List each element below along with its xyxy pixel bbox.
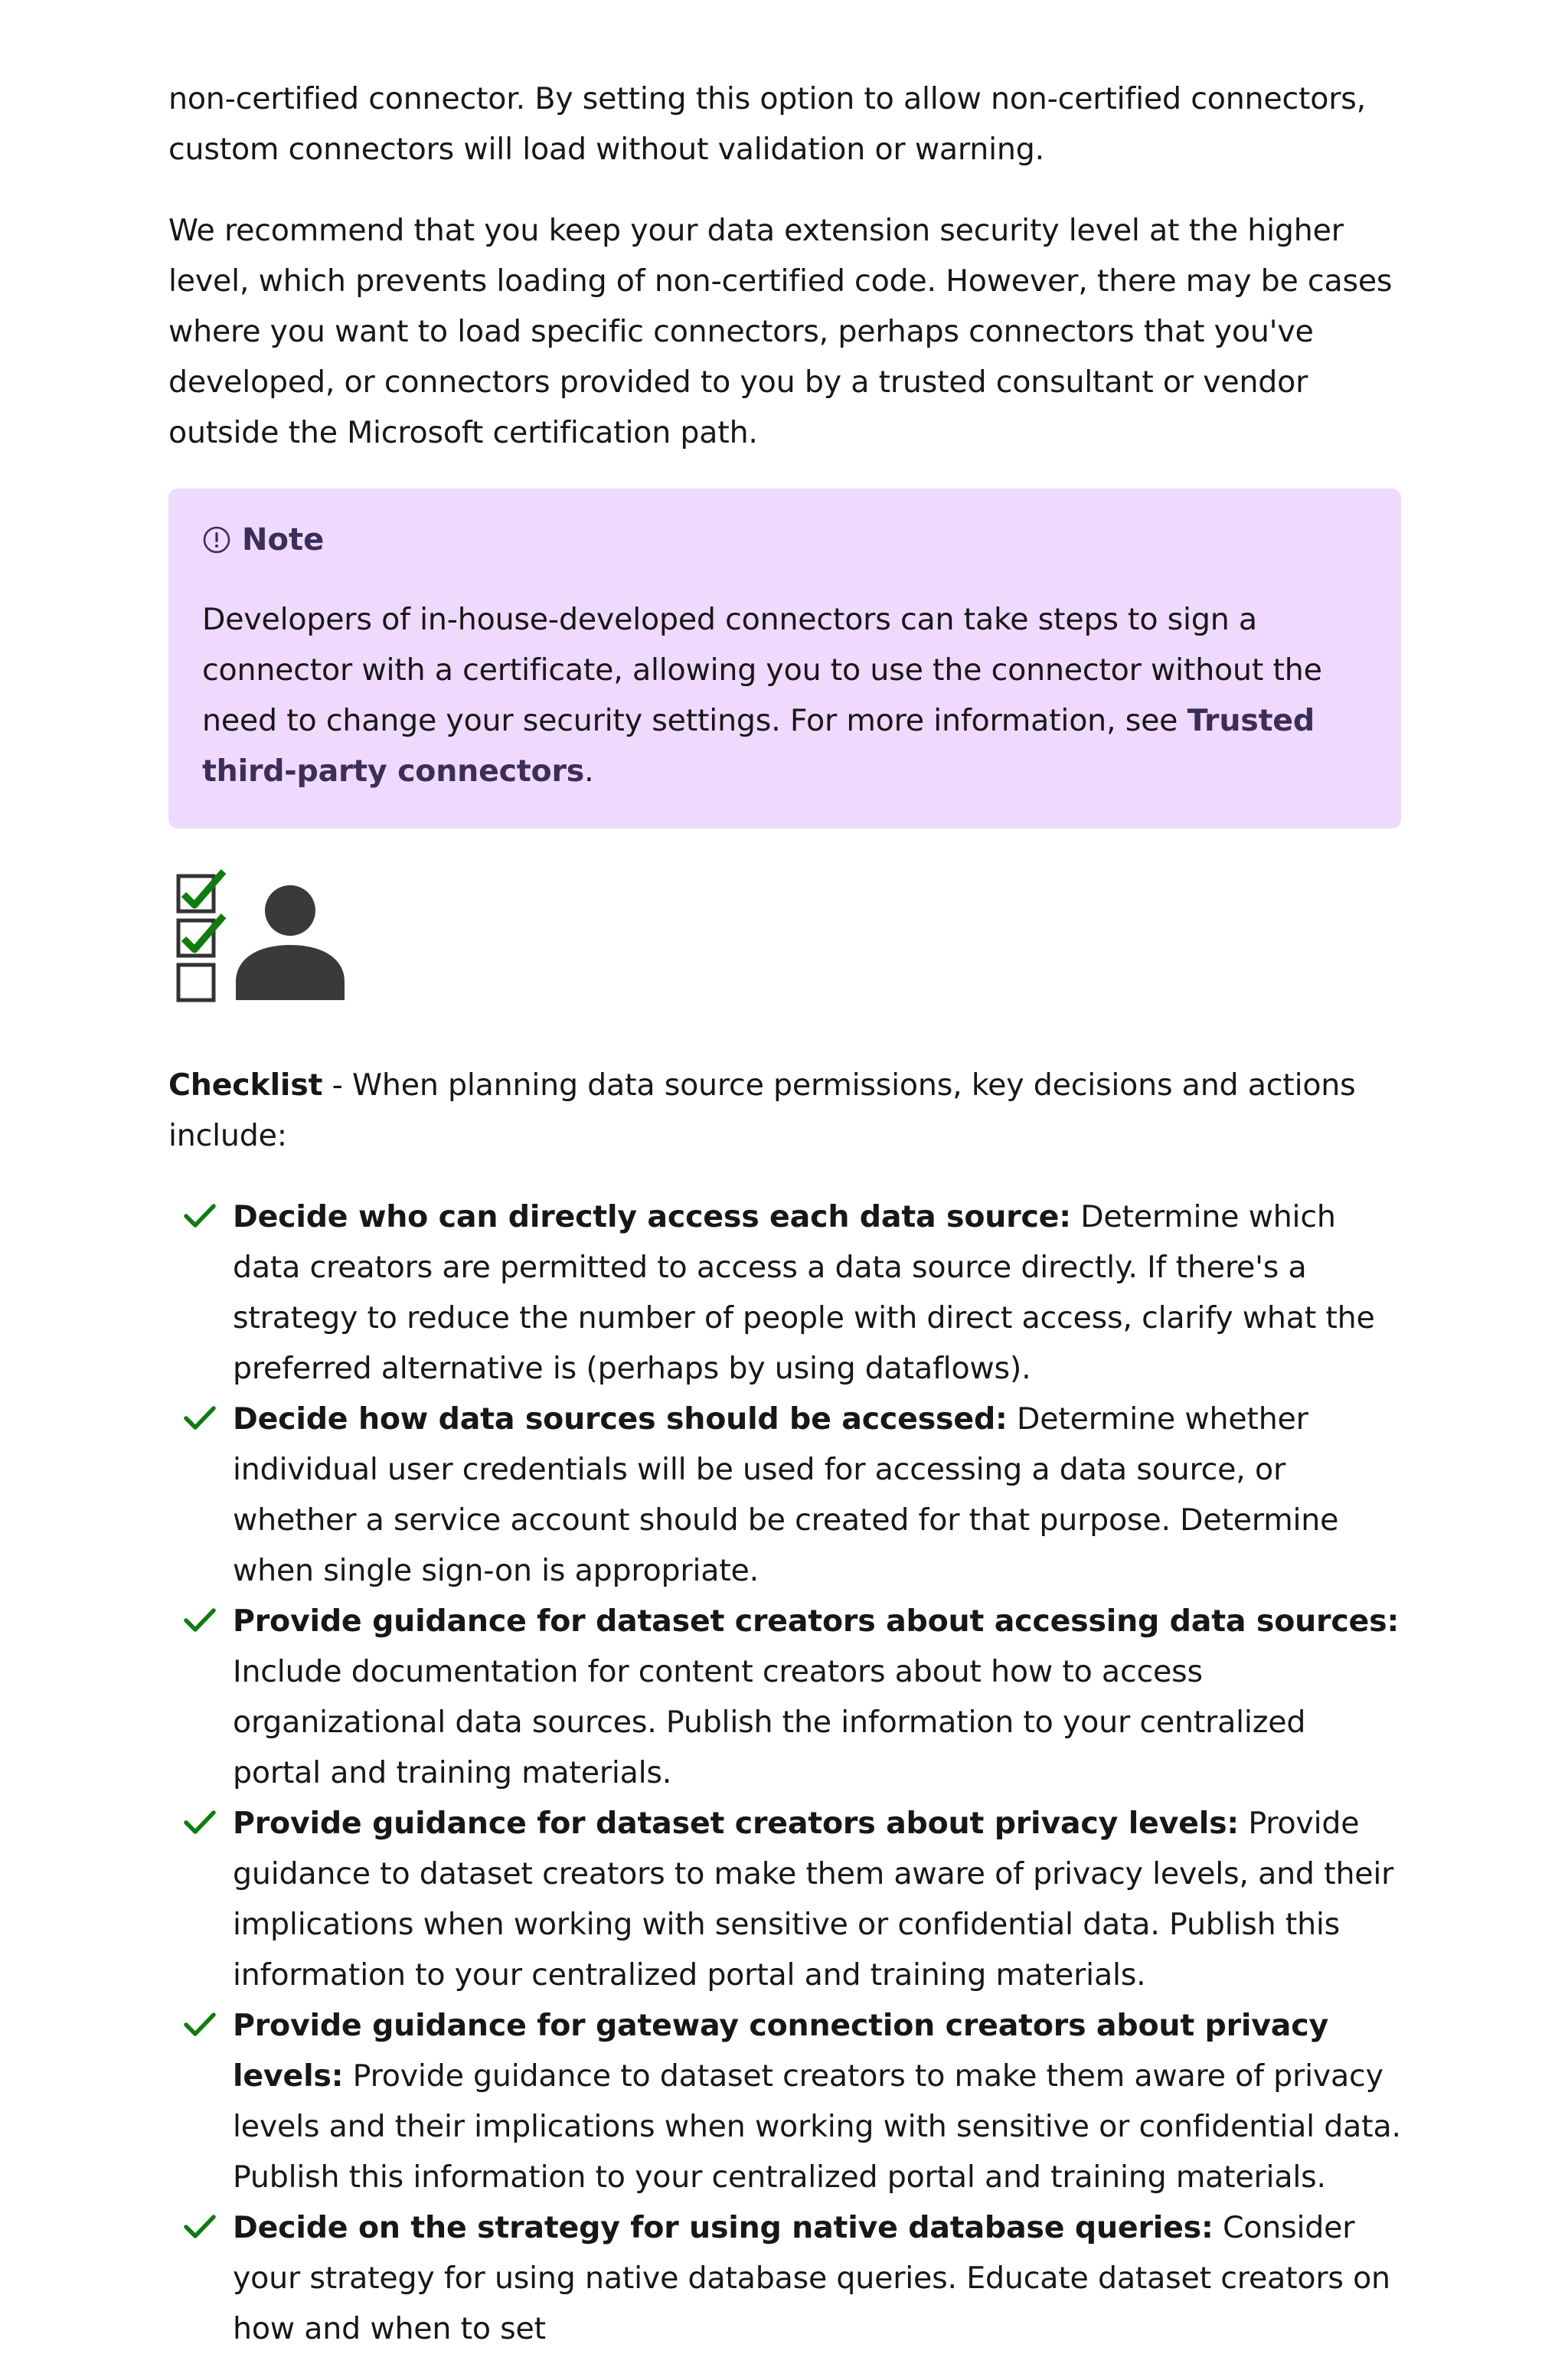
checkmark-icon [184,1404,216,1432]
checklist-item [168,1798,1401,2000]
checklist-item-title: Decide how data sources should be accessed: [233,1401,1008,1437]
note-text [202,594,1367,796]
note-body-text: Developers of in-house-developed connectors can take steps to sign a connector with a certificate, allowing you to use the connector without the need to change your security settings. For more information, see [202,602,1322,738]
checklist-item-text: Provide guidance to dataset creators to make them aware of privacy levels and their implications when working with sensitive or confidential data. Publish this information to your centralized portal and training materials. [233,2058,1401,2195]
checklist-item-text: Determine whether individual user credentials will be used for accessing a data source, or whether a service account should be created for that purpose. Determine when single sign-on is appropriate. [233,1401,1339,1588]
checklist-item-title: Provide guidance for dataset creators about accessing data sources: [233,1604,1400,1639]
checklist-item [168,1192,1401,1394]
checklist-item [168,2202,1401,2354]
paragraph: We recommend that you keep your data extension security level at the higher level, which prevents loading of non-certified code. However, there may be cases where you want to load specific connectors, perhaps connectors that you've developed, or connectors provided to you by a trusted consultant or vendor outside the Microsoft certification path. [168,213,1393,450]
checkmark-icon [184,1202,216,1230]
checklist-item-title: Provide guidance for dataset creators about privacy levels: [233,1806,1240,1841]
checkmark-icon [184,2213,216,2241]
note-callout [168,489,1401,829]
note-heading: Note [242,522,325,557]
trusted-connectors-link[interactable]: Trusted third-party connectors [202,703,1315,789]
checkmark-icon [184,2011,216,2038]
checklist-item-text: Consider your strategy for using native database queries. Educate dataset creators on how and when to set [233,2210,1390,2346]
note-body-end: . [584,754,594,789]
checklist-item-title: Decide on the strategy for using native database queries: [233,2210,1214,2245]
checklist-item-title: Provide guidance for gateway connection creators about privacy levels: [233,2008,1329,2094]
checklist-item [168,2000,1401,2202]
checklist-label: Checklist [168,1067,323,1103]
checklist-intro-text: - When planning data source permissions, key decisions and actions include: [168,1067,1356,1153]
checklist-item [168,1394,1401,1596]
checklist-item-text: Include documentation for content creators about how to access organizational data sources. Publish the information to your centralized portal and training materials. [233,1654,1306,1790]
checklist-person-icon [168,868,345,1008]
info-circle-icon [202,525,231,554]
article-content [168,74,1401,2354]
checklist-list [168,1192,1401,2354]
checkmark-icon [184,1809,216,1836]
checklist-item-text: Determine which data creators are permitted to access a data source directly. If there's a strategy to reduce the number of people with direct access, clarify what the preferred alternative is (perhaps by using dataflows). [233,1199,1375,1386]
paragraph: non-certified connector. By setting this option to allow non-certified connectors, custom connectors will load without validation or warning. [168,81,1367,167]
note-heading-row [202,521,1367,559]
checklist-intro [168,1060,1401,1161]
checkmark-icon [184,1607,216,1634]
checklist-item [168,1596,1401,1798]
checklist-item-text: Provide guidance to dataset creators to make them aware of privacy levels, and their implications when working with sensitive or confidential data. Publish this information to your centralized portal and training materials. [233,1806,1394,1993]
checklist-item-title: Decide who can directly access each data source: [233,1199,1071,1234]
